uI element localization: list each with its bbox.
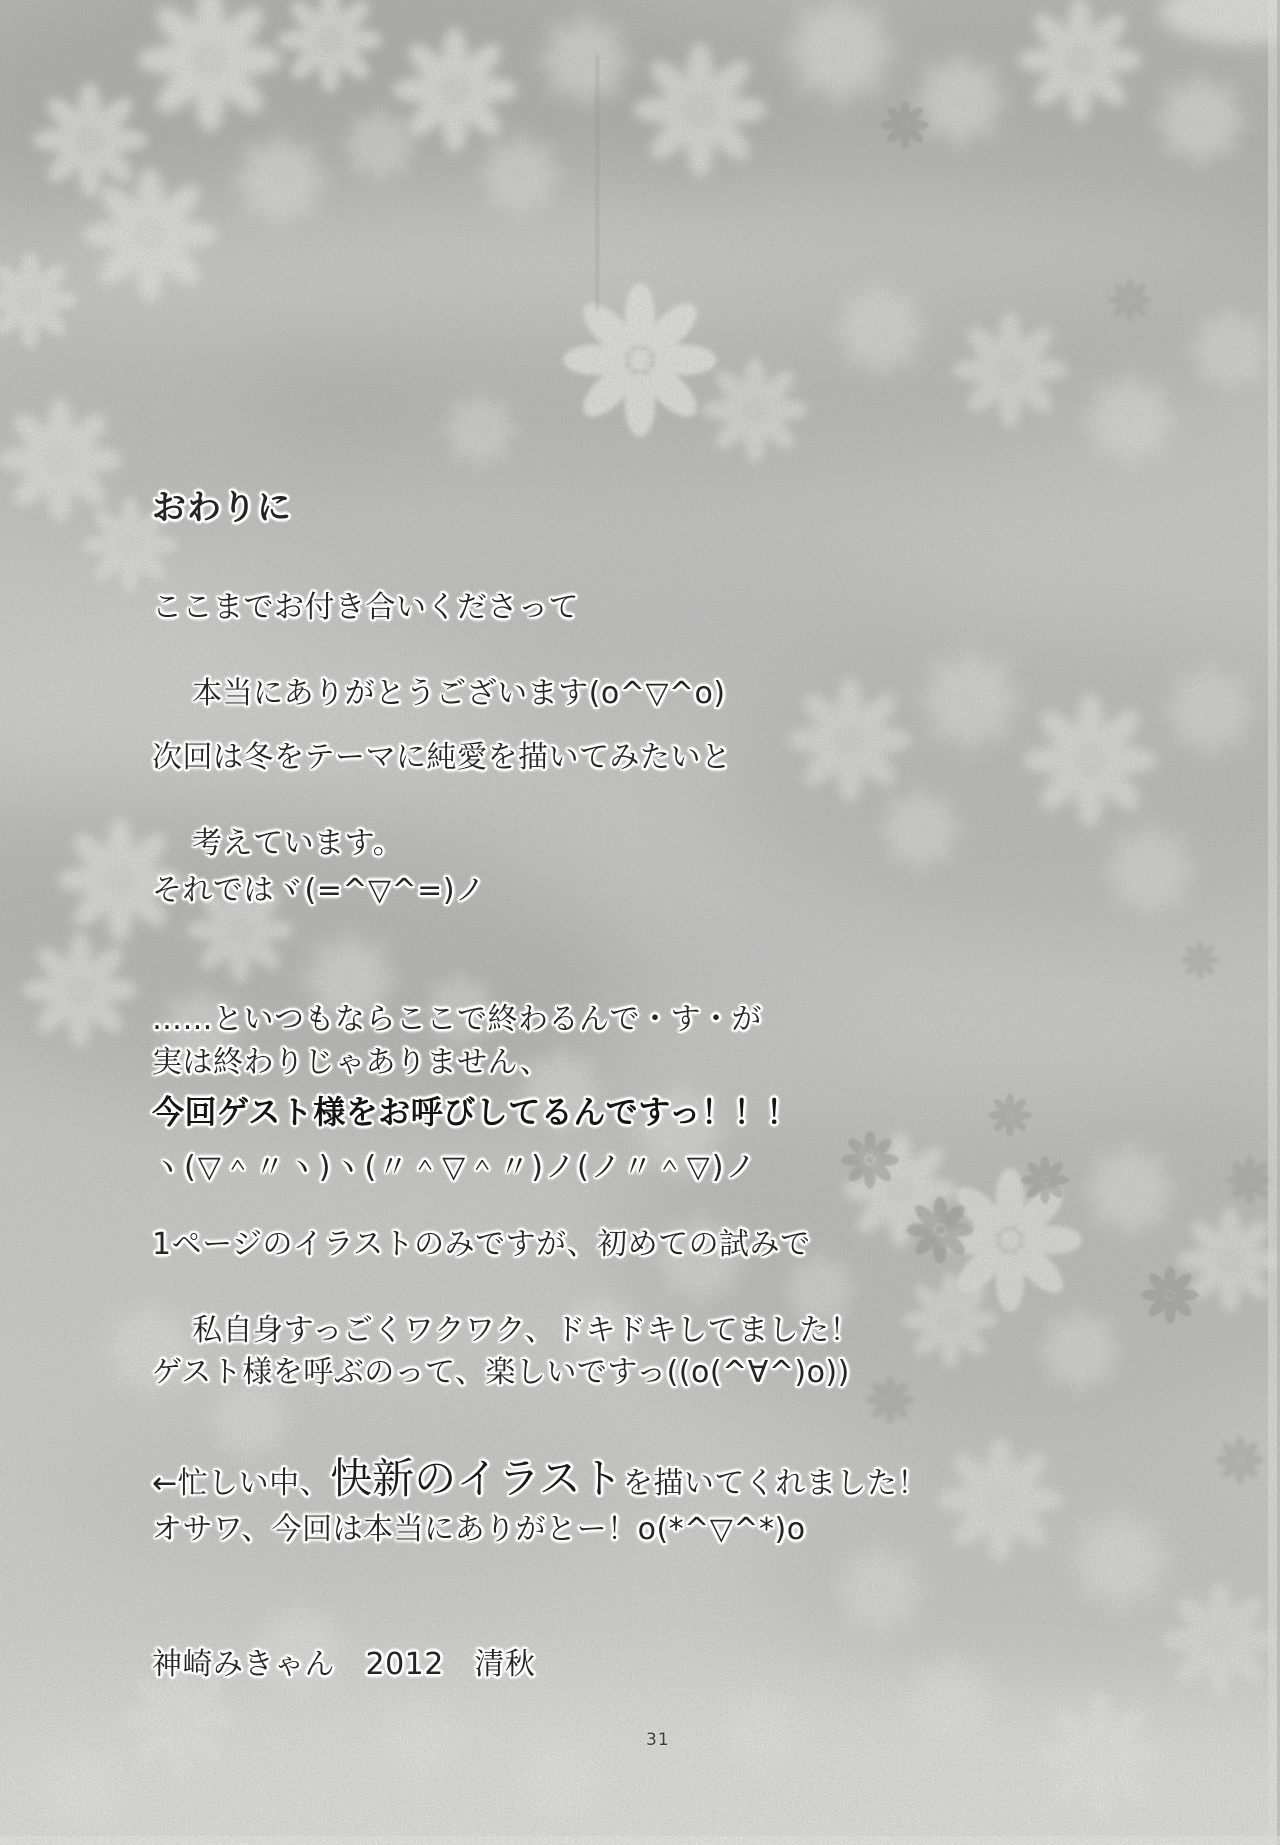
- twist-line-2: 実は終わりじゃありません、: [152, 1045, 551, 1080]
- afterword-title: おわりに: [152, 488, 292, 528]
- credit-highlight: 快新のイラスト: [330, 1454, 623, 1503]
- thanks-line-1: ここまでお付き合いくださって: [152, 590, 579, 625]
- next-line-1: 次回は冬をテーマに純愛を描いてみたいと: [152, 740, 732, 775]
- credit-line: [152, 1452, 928, 1511]
- twist-line-1: ……といつもならここで終わるんで・す・が: [152, 1002, 762, 1037]
- author-signature: 神崎みきゃん 2012 清秋: [152, 1647, 536, 1682]
- page-number: 31: [646, 1730, 670, 1750]
- dancing-kaomoji: ヽ(▽＾〃ヽ)ヽ(〃＾▽＾〃)ノ(ノ〃＾▽)ノ: [152, 1150, 758, 1185]
- guest-try-line-2: 私自身すっごくワクワク、ドキドキしてました！: [192, 1313, 861, 1348]
- credit-thanks-line: オサワ、今回は本当にありがとー！o(*^▽^*)o: [152, 1512, 806, 1547]
- next-volume-paragraph: [152, 736, 732, 865]
- farewell-line: それではヾ(=^▽^=)ノ: [152, 873, 486, 908]
- credit-suffix: を描いてくれました！: [622, 1466, 928, 1501]
- thanks-paragraph: [152, 586, 726, 715]
- guest-try-paragraph: [152, 1223, 860, 1352]
- credit-prefix: ←忙しい中、: [152, 1466, 331, 1501]
- guest-try-line-1: 1ページのイラストのみですが、初めての試みで: [152, 1227, 811, 1262]
- fun-line: ゲスト様を呼ぶのって、楽しいですっ((o(^∀^)o)): [152, 1355, 850, 1390]
- next-line-2: 考えています。: [192, 826, 404, 861]
- thanks-line-2: 本当にありがとうございます(o^▽^o): [192, 676, 726, 711]
- guest-announcement: 今回ゲスト様をお呼びしてるんですっ！！！: [152, 1093, 799, 1131]
